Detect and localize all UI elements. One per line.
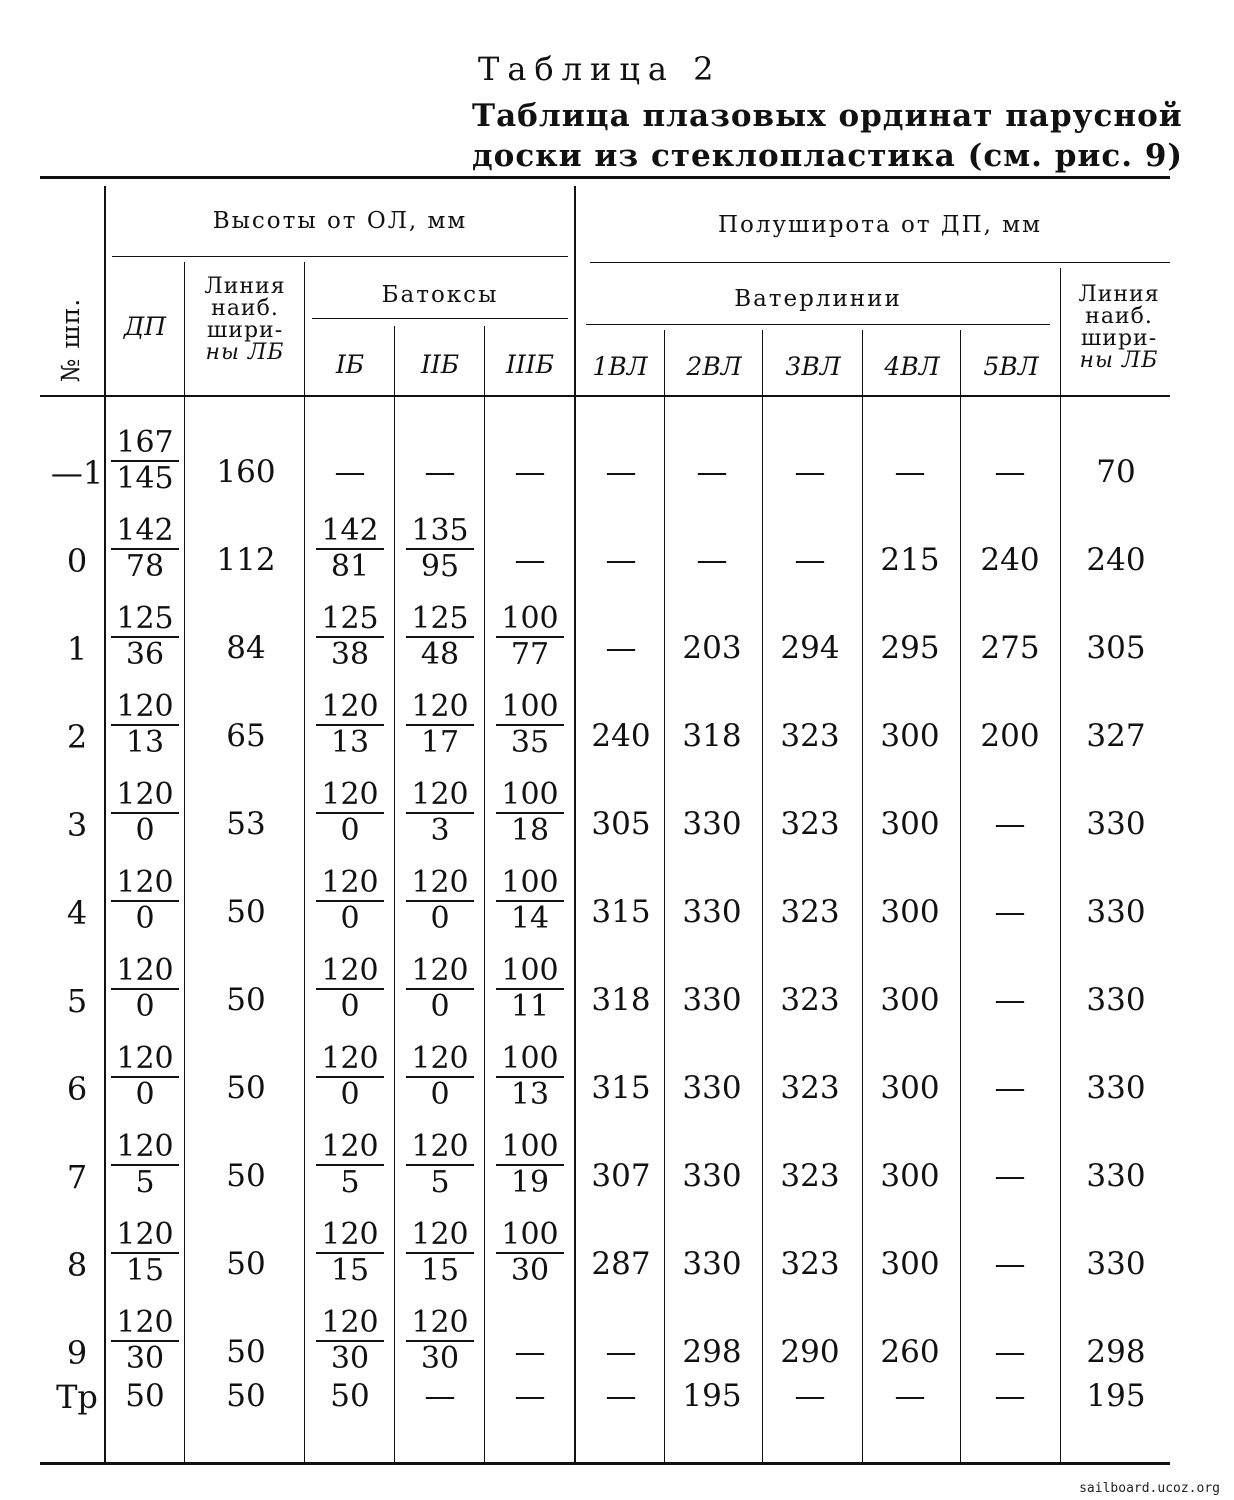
fraction-cell xyxy=(316,1306,384,1376)
table-cell: — xyxy=(605,1378,637,1414)
table-cell: 330 xyxy=(1086,982,1146,1018)
fraction-numerator: 120 xyxy=(116,1129,174,1164)
fraction-numerator: 100 xyxy=(501,865,559,900)
table-cell: 323 xyxy=(780,1070,840,1106)
waterline-4-header: 4ВЛ xyxy=(884,352,940,381)
heights-group-rule xyxy=(112,256,568,257)
table-cell: — xyxy=(696,454,728,490)
table-cell: — xyxy=(605,630,637,666)
fraction-cell xyxy=(316,1218,384,1288)
fraction-numerator: 120 xyxy=(411,953,469,988)
fraction-numerator: 142 xyxy=(321,513,379,548)
buttock-3-header: IIIБ xyxy=(506,350,554,379)
fraction-numerator: 120 xyxy=(116,1217,174,1252)
halfwidths-group-header: Полуширота от ДП, мм xyxy=(717,212,1043,238)
table-cell: — xyxy=(994,982,1026,1018)
fraction-numerator: 125 xyxy=(411,601,469,636)
frame-number: 0 xyxy=(66,542,88,580)
col-divider xyxy=(1060,268,1061,1462)
buttocks-group-rule xyxy=(312,318,568,319)
table-cell: 65 xyxy=(226,718,266,754)
fraction-cell xyxy=(316,778,384,848)
fraction-numerator: 120 xyxy=(321,1129,379,1164)
table-cell: — xyxy=(994,1334,1026,1370)
fraction-numerator: 120 xyxy=(116,953,174,988)
col-divider xyxy=(394,326,395,1462)
fraction-cell xyxy=(111,1042,179,1112)
fraction-numerator: 100 xyxy=(501,1217,559,1252)
fraction-denominator: 0 xyxy=(111,812,179,848)
fraction-cell xyxy=(316,1042,384,1112)
table-cell: — xyxy=(514,454,546,490)
fraction-cell xyxy=(496,1130,564,1200)
fraction-numerator: 100 xyxy=(501,689,559,724)
table-cell: 318 xyxy=(682,718,742,754)
fraction-denominator: 13 xyxy=(316,724,384,760)
fraction-cell xyxy=(111,778,179,848)
table-cell: — xyxy=(994,1070,1026,1106)
table-cell: — xyxy=(794,1378,826,1414)
fraction-numerator: 125 xyxy=(321,601,379,636)
fraction-numerator: 120 xyxy=(411,1217,469,1252)
fraction-numerator: 142 xyxy=(116,513,174,548)
fraction-numerator: 120 xyxy=(116,777,174,812)
header-rule xyxy=(40,395,1170,397)
fraction-cell xyxy=(496,1042,564,1112)
fraction-denominator: 48 xyxy=(406,636,474,672)
fraction-cell xyxy=(316,1130,384,1200)
table-cell: 323 xyxy=(780,806,840,842)
table-cell: — xyxy=(894,1378,926,1414)
fraction-denominator: 0 xyxy=(406,988,474,1024)
col-divider xyxy=(862,330,863,1462)
table-cell: 330 xyxy=(1086,1070,1146,1106)
fraction-cell xyxy=(316,514,384,584)
col-divider xyxy=(304,262,305,1462)
fraction-numerator: 100 xyxy=(501,1041,559,1076)
table-cell: 305 xyxy=(1086,630,1146,666)
table-cell: 50 xyxy=(330,1378,370,1414)
fraction-numerator: 100 xyxy=(501,777,559,812)
buttocks-group-header: Батоксы xyxy=(381,282,499,308)
fraction-numerator: 120 xyxy=(116,1041,174,1076)
table-cell: 294 xyxy=(780,630,840,666)
table-cell: 300 xyxy=(880,1158,940,1194)
fraction-cell xyxy=(111,602,179,672)
table-cell: 53 xyxy=(226,806,266,842)
table-cell: 195 xyxy=(1086,1378,1146,1414)
fraction-cell xyxy=(406,1218,474,1288)
caption-line-1: Таблица плазовых ординат парусной xyxy=(472,98,1183,134)
table-cell: — xyxy=(794,542,826,578)
table-cell: 240 xyxy=(980,542,1040,578)
fraction-numerator: 120 xyxy=(116,865,174,900)
table-cell: 50 xyxy=(226,1378,266,1414)
table-cell: 300 xyxy=(880,982,940,1018)
table-cell: 50 xyxy=(226,894,266,930)
table-cell: — xyxy=(696,542,728,578)
table-cell: 195 xyxy=(682,1378,742,1414)
table-cell: 300 xyxy=(880,1246,940,1282)
table-cell: 315 xyxy=(591,894,651,930)
table-cell: 330 xyxy=(1086,806,1146,842)
frame-number: 5 xyxy=(66,982,88,1020)
table-cell: — xyxy=(334,454,366,490)
fraction-denominator: 0 xyxy=(111,988,179,1024)
frame-number: 1 xyxy=(66,630,88,668)
frame-number: 8 xyxy=(66,1246,88,1284)
fraction-numerator: 120 xyxy=(321,1041,379,1076)
halfwidths-group-rule xyxy=(590,262,1170,263)
table-cell: 323 xyxy=(780,718,840,754)
table-cell: 50 xyxy=(226,1334,266,1370)
fraction-numerator: 120 xyxy=(411,1041,469,1076)
table-cell: — xyxy=(424,1378,456,1414)
table-cell: — xyxy=(994,1246,1026,1282)
fraction-numerator: 100 xyxy=(501,601,559,636)
fraction-numerator: 120 xyxy=(321,1305,379,1340)
fraction-cell xyxy=(406,514,474,584)
waterlines-group-header: Ватерлинии xyxy=(734,286,902,312)
table-cell: 330 xyxy=(682,1246,742,1282)
fraction-denominator: 0 xyxy=(406,1076,474,1112)
table-cell: 327 xyxy=(1086,718,1146,754)
fraction-denominator: 5 xyxy=(406,1164,474,1200)
table-cell: 300 xyxy=(880,894,940,930)
col-divider xyxy=(960,330,961,1462)
fraction-denominator: 17 xyxy=(406,724,474,760)
fraction-cell xyxy=(111,1218,179,1288)
fraction-denominator: 30 xyxy=(406,1340,474,1376)
fraction-cell xyxy=(316,866,384,936)
table-cell: 330 xyxy=(682,982,742,1018)
table-cell: 240 xyxy=(1086,542,1146,578)
table-cell: 323 xyxy=(780,1158,840,1194)
fraction-numerator: 120 xyxy=(411,1305,469,1340)
fraction-denominator: 3 xyxy=(406,812,474,848)
fraction-numerator: 120 xyxy=(116,1305,174,1340)
table-cell: 300 xyxy=(880,718,940,754)
fraction-numerator: 120 xyxy=(411,1129,469,1164)
fraction-cell xyxy=(496,778,564,848)
table-cell: — xyxy=(994,894,1026,930)
table-cell: 298 xyxy=(682,1334,742,1370)
frame-number: —1 xyxy=(50,454,104,492)
table-cell: 200 xyxy=(980,718,1040,754)
buttock-1-header: IБ xyxy=(335,350,365,379)
fraction-denominator: 5 xyxy=(316,1164,384,1200)
table-cell: 50 xyxy=(125,1378,165,1414)
frame-number: 2 xyxy=(66,718,88,756)
table-cell: 50 xyxy=(226,1070,266,1106)
frame-number: Тр xyxy=(56,1378,98,1416)
fraction-numerator: 100 xyxy=(501,1129,559,1164)
fraction-cell xyxy=(406,778,474,848)
fraction-numerator: 125 xyxy=(116,601,174,636)
fraction-denominator: 30 xyxy=(111,1340,179,1376)
table-cell: 240 xyxy=(591,718,651,754)
fraction-numerator: 100 xyxy=(501,953,559,988)
fraction-denominator: 0 xyxy=(316,812,384,848)
fraction-denominator: 95 xyxy=(406,548,474,584)
row-number-header: № шп. xyxy=(56,297,85,383)
fraction-denominator: 0 xyxy=(316,1076,384,1112)
table-cell: — xyxy=(994,1158,1026,1194)
table-label: Таблица 2 xyxy=(478,50,722,88)
table-cell: 298 xyxy=(1086,1334,1146,1370)
table-cell: — xyxy=(605,542,637,578)
waterline-3-header: 3ВЛ xyxy=(785,352,841,381)
table-cell: 287 xyxy=(591,1246,651,1282)
fraction-numerator: 120 xyxy=(411,777,469,812)
bottom-rule xyxy=(40,1462,1170,1465)
fraction-denominator: 0 xyxy=(111,1076,179,1112)
fraction-denominator: 77 xyxy=(496,636,564,672)
fraction-cell xyxy=(406,866,474,936)
table-cell: — xyxy=(514,1378,546,1414)
fraction-cell xyxy=(406,602,474,672)
fraction-denominator: 35 xyxy=(496,724,564,760)
fraction-cell xyxy=(496,1218,564,1288)
fraction-numerator: 120 xyxy=(411,865,469,900)
table-cell: 330 xyxy=(682,1158,742,1194)
fraction-cell xyxy=(111,1306,179,1376)
fraction-denominator: 15 xyxy=(406,1252,474,1288)
header-line: шири- xyxy=(206,318,284,343)
fraction-cell xyxy=(316,602,384,672)
table-cell: — xyxy=(794,454,826,490)
lb-halfwidths-header xyxy=(1062,284,1176,372)
fraction-cell xyxy=(316,954,384,1024)
fraction-denominator: 19 xyxy=(496,1164,564,1200)
table-cell: 300 xyxy=(880,806,940,842)
fraction-cell xyxy=(316,690,384,760)
fraction-numerator: 120 xyxy=(321,777,379,812)
table-cell: — xyxy=(994,454,1026,490)
table-cell: 307 xyxy=(591,1158,651,1194)
fraction-numerator: 120 xyxy=(116,689,174,724)
table-cell: 290 xyxy=(780,1334,840,1370)
fraction-numerator: 120 xyxy=(321,865,379,900)
table-cell: 323 xyxy=(780,1246,840,1282)
frame-number: 3 xyxy=(66,806,88,844)
fraction-cell xyxy=(406,1130,474,1200)
fraction-denominator: 145 xyxy=(111,460,179,496)
fraction-cell xyxy=(496,866,564,936)
frame-number: 6 xyxy=(66,1070,88,1108)
frame-number: 7 xyxy=(66,1158,88,1196)
fraction-numerator: 167 xyxy=(116,425,174,460)
buttock-2-header: IIБ xyxy=(420,350,460,379)
dp-header: ДП xyxy=(123,312,167,341)
fraction-denominator: 18 xyxy=(496,812,564,848)
table-cell: 300 xyxy=(880,1070,940,1106)
header-line: ны ЛБ xyxy=(1079,348,1159,373)
fraction-cell xyxy=(111,514,179,584)
fraction-numerator: 135 xyxy=(411,513,469,548)
table-cell: — xyxy=(994,806,1026,842)
fraction-cell xyxy=(406,1042,474,1112)
header-line: наиб. xyxy=(211,296,279,321)
lb-heights-header xyxy=(186,276,304,364)
fraction-denominator: 14 xyxy=(496,900,564,936)
fraction-denominator: 36 xyxy=(111,636,179,672)
table-cell: — xyxy=(514,1334,546,1370)
header-line: Линия xyxy=(1078,282,1160,307)
waterlines-group-rule xyxy=(586,324,1050,325)
fraction-cell xyxy=(496,690,564,760)
fraction-denominator: 0 xyxy=(316,988,384,1024)
fraction-cell xyxy=(111,866,179,936)
table-cell: 295 xyxy=(880,630,940,666)
table-cell: 215 xyxy=(880,542,940,578)
fraction-denominator: 5 xyxy=(111,1164,179,1200)
fraction-numerator: 120 xyxy=(321,1217,379,1252)
fraction-denominator: 81 xyxy=(316,548,384,584)
fraction-cell xyxy=(406,1306,474,1376)
table-cell: 330 xyxy=(1086,1246,1146,1282)
fraction-numerator: 120 xyxy=(411,689,469,724)
table-cell: — xyxy=(605,1334,637,1370)
table-cell: — xyxy=(994,1378,1026,1414)
table-cell: 50 xyxy=(226,1246,266,1282)
fraction-cell xyxy=(111,690,179,760)
top-rule xyxy=(40,176,1170,179)
fraction-cell xyxy=(111,1130,179,1200)
fraction-denominator: 15 xyxy=(111,1252,179,1288)
fraction-denominator: 13 xyxy=(111,724,179,760)
frame-number: 9 xyxy=(66,1334,88,1372)
header-line: Линия xyxy=(204,274,286,299)
fraction-denominator: 78 xyxy=(111,548,179,584)
waterline-1-header: 1ВЛ xyxy=(592,352,648,381)
table-cell: 330 xyxy=(682,806,742,842)
table-caption xyxy=(472,96,1183,176)
fraction-cell xyxy=(111,954,179,1024)
fraction-denominator: 0 xyxy=(316,900,384,936)
fraction-denominator: 13 xyxy=(496,1076,564,1112)
fraction-denominator: 0 xyxy=(406,900,474,936)
fraction-cell xyxy=(496,602,564,672)
table-cell: 323 xyxy=(780,894,840,930)
fraction-denominator: 30 xyxy=(316,1340,384,1376)
table-cell: 330 xyxy=(1086,1158,1146,1194)
table-cell: 203 xyxy=(682,630,742,666)
fraction-denominator: 11 xyxy=(496,988,564,1024)
header-line: ны ЛБ xyxy=(205,340,285,365)
col-divider xyxy=(184,262,185,1462)
table-cell: 50 xyxy=(226,982,266,1018)
table-cell: 330 xyxy=(682,894,742,930)
table-cell: 70 xyxy=(1096,454,1136,490)
table-cell: 305 xyxy=(591,806,651,842)
fraction-numerator: 120 xyxy=(321,689,379,724)
fraction-cell xyxy=(406,690,474,760)
table-cell: — xyxy=(424,454,456,490)
fraction-numerator: 120 xyxy=(321,953,379,988)
waterline-5-header: 5ВЛ xyxy=(983,352,1039,381)
table-cell: 315 xyxy=(591,1070,651,1106)
frame-number: 4 xyxy=(66,894,88,932)
table-cell: 330 xyxy=(682,1070,742,1106)
waterline-2-header: 2ВЛ xyxy=(686,352,742,381)
table-cell: 112 xyxy=(216,542,276,578)
table-cell: 260 xyxy=(880,1334,940,1370)
fraction-denominator: 38 xyxy=(316,636,384,672)
table-cell: — xyxy=(894,454,926,490)
caption-line-2: доски из стеклопластика (см. рис. 9) xyxy=(472,138,1184,174)
table-cell: 50 xyxy=(226,1158,266,1194)
watermark: sailboard.ucoz.org xyxy=(1079,1481,1220,1496)
table-cell: 275 xyxy=(980,630,1040,666)
table-cell: — xyxy=(605,454,637,490)
fraction-denominator: 15 xyxy=(316,1252,384,1288)
fraction-cell xyxy=(406,954,474,1024)
fraction-denominator: 30 xyxy=(496,1252,564,1288)
table-cell: 84 xyxy=(226,630,266,666)
fraction-cell xyxy=(111,426,179,496)
table-cell: 318 xyxy=(591,982,651,1018)
table-cell: 323 xyxy=(780,982,840,1018)
table-cell: — xyxy=(514,542,546,578)
fraction-cell xyxy=(496,954,564,1024)
header-line: шири- xyxy=(1080,326,1158,351)
fraction-denominator: 0 xyxy=(111,900,179,936)
table-cell: 330 xyxy=(1086,894,1146,930)
heights-group-header: Высоты от ОЛ, мм xyxy=(212,208,468,234)
col-divider xyxy=(762,330,763,1462)
header-line: наиб. xyxy=(1085,304,1153,329)
col-divider xyxy=(484,326,485,1462)
table-cell: 160 xyxy=(216,454,276,490)
